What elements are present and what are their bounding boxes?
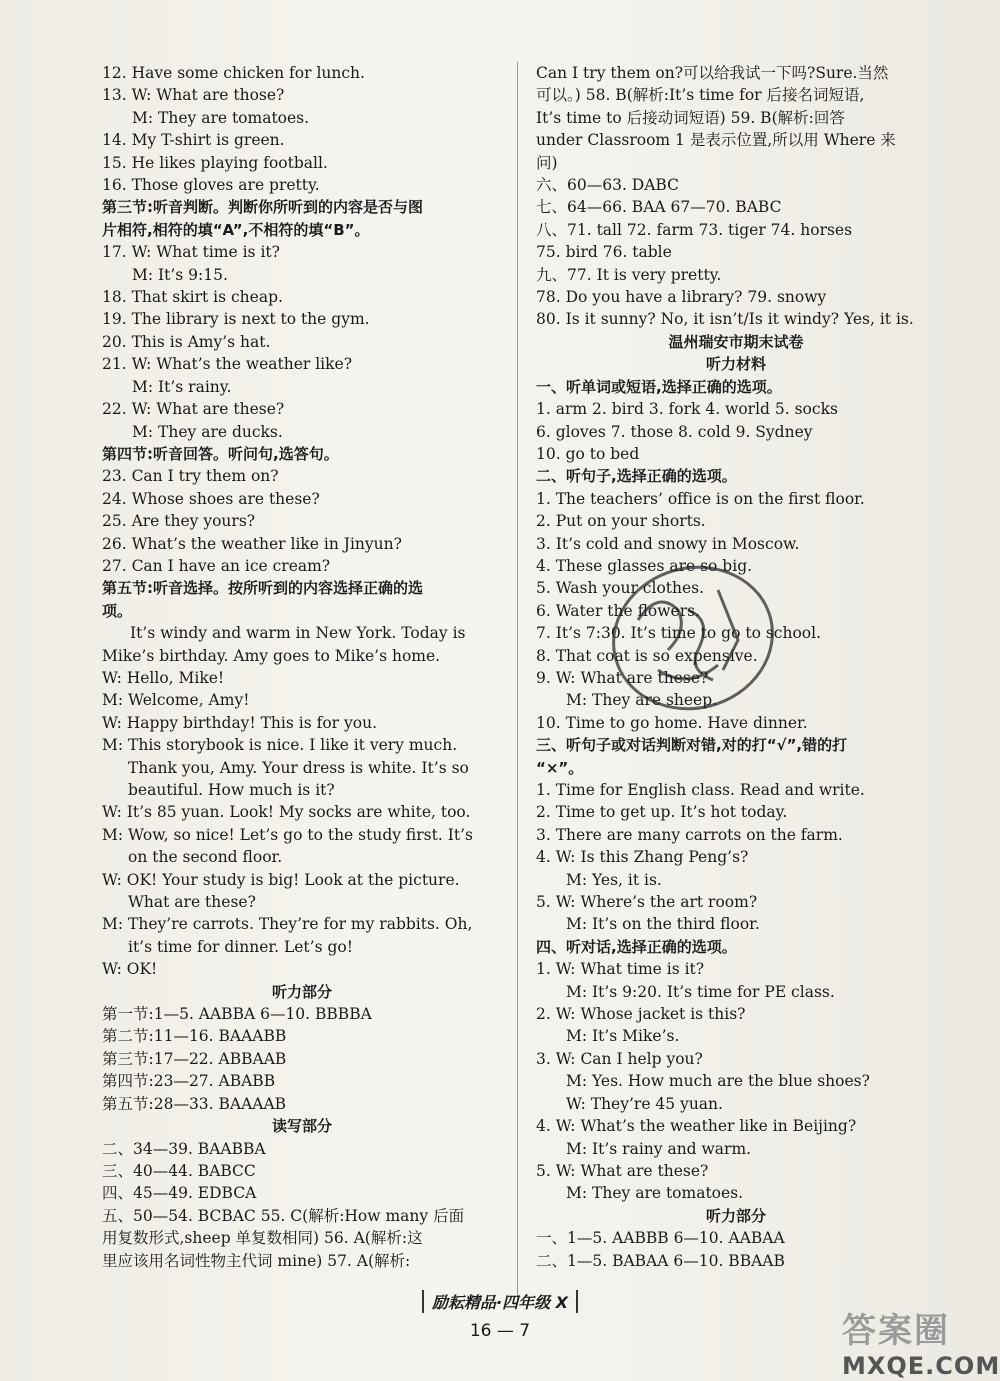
right-text-line: M: It’s Mike’s.	[566, 1027, 680, 1046]
left-text-line: 五、50—54. BCBAC 55. C(解析:How many 后面	[102, 1206, 465, 1225]
left-text-line: 里应该用名词性物主代词 mine) 57. A(解析:	[102, 1251, 411, 1270]
left-text-line: M: Welcome, Amy!	[102, 691, 250, 710]
right-text-line: 78. Do you have a library? 79. snowy	[536, 288, 827, 307]
watermark-title: 答案圈	[842, 1311, 950, 1351]
right-text-line: 七、64—66. BAA 67—70. BABC	[536, 198, 782, 217]
right-text-line: It’s time to 后接动词短语) 59. B(解析:回答	[536, 108, 845, 127]
right-text-line: 8. That coat is so expensive.	[536, 646, 758, 665]
left-text-line: M: They’re carrots. They’re for my rabbits. Oh,	[102, 915, 473, 934]
right-text-line: 75. bird 76. table	[536, 243, 672, 262]
left-text-line: 第四节:23—27. ABABB	[102, 1072, 276, 1091]
right-text-line: W: They’re 45 yuan.	[566, 1094, 723, 1113]
left-text-line: 25. Are they yours?	[102, 512, 256, 531]
left-text-line: What are these?	[128, 893, 256, 912]
right-text-line: M: It’s 9:20. It’s time for PE class.	[566, 982, 835, 1001]
left-text-line: 12. Have some chicken for lunch.	[102, 64, 365, 82]
left-text-line: 第五节:听音选择。按所听到的内容选择正确的选	[102, 579, 424, 598]
right-text-line: 5. Wash your clothes.	[536, 579, 705, 598]
right-text-line: under Classroom 1 是表示位置,所以用 Where 来	[536, 131, 896, 150]
right-text-line: 一、1—5. AABBB 6—10. AABAA	[536, 1229, 785, 1248]
right-text-line: 4. These glasses are so big.	[536, 556, 753, 575]
left-text-line: 用复数形式,sheep 单复数相同) 56. A(解析:这	[102, 1229, 423, 1248]
right-text-line: 6. Water the flowers.	[536, 601, 700, 620]
left-text-line: it’s time for dinner. Let’s go!	[128, 937, 353, 956]
right-text-line: 1. The teachers’ office is on the first floor.	[536, 489, 865, 508]
left-text-line: W: Hello, Mike!	[102, 668, 225, 687]
right-text-line: 1. W: What time is it?	[536, 960, 705, 979]
right-text-line: 听力材料	[705, 355, 766, 374]
right-text-line: Can I try them on?可以给我试一下吗?Sure.当然	[536, 64, 889, 82]
left-text-line: 三、40—44. BABCC	[102, 1161, 256, 1180]
right-text-line: 10. Time to go home. Have dinner.	[536, 713, 808, 732]
left-text-line: Thank you, Amy. Your dress is white. It’s so	[128, 758, 469, 777]
left-text-line: 第一节:1—5. AABBA 6—10. BBBBA	[102, 1005, 372, 1024]
left-text-line: W: OK! Your study is big! Look at the picture.	[102, 870, 460, 889]
right-text-line: 三、听句子或对话判断对错,对的打“√”,错的打	[536, 736, 848, 755]
left-text-line: 19. The library is next to the gym.	[102, 310, 370, 329]
right-column	[536, 62, 936, 1272]
right-text-line: 4. W: What’s the weather like in Beijing?	[536, 1117, 857, 1136]
left-text-line: 四、45—49. EDBCA	[102, 1184, 257, 1203]
left-text-line: M: They are tomatoes.	[132, 108, 310, 127]
page-number: 16 — 7	[469, 1321, 531, 1341]
left-text-line: 27. Can I have an ice cream?	[102, 556, 331, 575]
left-text-line: 第二节:11—16. BAAABB	[102, 1027, 287, 1046]
left-text-line: 14. My T-shirt is green.	[102, 131, 285, 150]
left-text-line: It’s windy and warm in New York. Today is	[130, 624, 466, 643]
right-text-line: 5. W: Where’s the art room?	[536, 893, 758, 912]
left-text-line: 21. W: What’s the weather like?	[102, 355, 353, 374]
right-text-line: 4. W: Is this Zhang Peng’s?	[536, 848, 749, 867]
left-text-line: 22. W: What are these?	[102, 400, 285, 419]
right-text-line: M: They are tomatoes.	[566, 1184, 744, 1203]
right-text-line: 3. It’s cold and snowy in Moscow.	[536, 534, 800, 553]
left-column	[102, 62, 502, 1272]
column-divider	[517, 62, 518, 1302]
right-text-line: 一、听单词或短语,选择正确的选项。	[536, 377, 782, 396]
right-text-line: 7. It’s 7:30. It’s time to go to school.	[536, 624, 822, 643]
left-text-line: 15. He likes playing football.	[102, 153, 328, 172]
left-text-line: 24. Whose shoes are these?	[102, 489, 320, 508]
right-text-line: M: Yes, it is.	[566, 870, 662, 889]
left-text-line: 13. W: What are those?	[102, 86, 285, 105]
right-text-line: 二、听句子,选择正确的选项。	[536, 467, 737, 486]
left-text-line: 17. W: What time is it?	[102, 243, 280, 262]
right-text-line: 九、77. It is very pretty.	[536, 265, 722, 284]
right-text-line: 10. go to bed	[536, 444, 640, 463]
left-text-line: on the second floor.	[128, 848, 283, 867]
right-text-line: 2. W: Whose jacket is this?	[536, 1005, 746, 1024]
left-text-line: W: OK!	[102, 960, 158, 979]
corner-watermark	[842, 1303, 1000, 1380]
right-text-line: 2. Time to get up. It’s hot today.	[536, 803, 788, 822]
left-text-line: 第三节:17—22. ABBAAB	[102, 1049, 287, 1068]
footer-brand: 励耘精品·四年级 X	[422, 1290, 578, 1313]
left-text-line: Mike’s birthday. Amy goes to Mike’s home.	[102, 646, 441, 665]
right-text-line: M: It’s rainy and warm.	[566, 1139, 752, 1158]
right-text-line: M: It’s on the third floor.	[566, 915, 760, 934]
left-text-line: W: It’s 85 yuan. Look! My socks are white, too.	[102, 803, 471, 822]
left-text-line: 23. Can I try them on?	[102, 467, 279, 486]
left-text-line: M: It’s 9:15.	[132, 265, 228, 284]
left-text-line: beautiful. How much is it?	[128, 781, 335, 799]
right-text-line: 温州瑞安市期末试卷	[668, 332, 804, 351]
right-text-line: 6. gloves 7. those 8. cold 9. Sydney	[536, 422, 813, 441]
right-text-line: 听力部分	[705, 1206, 766, 1225]
left-text-line: 片相符,相符的填“A”,不相符的填“B”。	[102, 220, 370, 239]
left-text-line: M: Wow, so nice! Let’s go to the study first. It’s	[102, 825, 473, 844]
right-text-line: M: They are sheep.	[566, 691, 718, 710]
right-text-line: 9. W: What are these?	[536, 668, 709, 687]
left-text-line: 26. What’s the weather like in Jinyun?	[102, 534, 402, 553]
right-text-line: 5. W: What are these?	[536, 1161, 709, 1180]
left-text-line: W: Happy birthday! This is for you.	[102, 713, 377, 732]
left-text-line: 二、34—39. BAABBA	[102, 1139, 266, 1158]
right-text-line: 二、1—5. BABAA 6—10. BBAAB	[536, 1251, 785, 1270]
left-text-line: M: This storybook is nice. I like it very much.	[102, 736, 458, 755]
right-text-line: 四、听对话,选择正确的选项。	[536, 937, 737, 956]
left-text-line: 第四节:听音回答。听问句,选答句。	[102, 444, 339, 463]
right-text-line: 3. There are many carrots on the farm.	[536, 825, 843, 844]
left-text-line: 16. Those gloves are pretty.	[102, 176, 320, 195]
left-text-line: 第三节:听音判断。判断你所听到的内容是否与图	[102, 198, 424, 217]
right-text-line: 1. arm 2. bird 3. fork 4. world 5. socks	[536, 400, 838, 419]
left-text-line: 18. That skirt is cheap.	[102, 288, 283, 307]
left-text-line: 读写部分	[271, 1117, 332, 1136]
right-text-line: “×”。	[536, 758, 584, 777]
right-text-line: 六、60—63. DABC	[536, 176, 679, 195]
right-text-line: 80. Is it sunny? No, it isn’t/Is it windy? Yes, it is.	[536, 310, 914, 329]
right-text-line: 可以。) 58. B(解析:It’s time for 后接名词短语,	[536, 86, 865, 105]
right-text-line: 八、71. tall 72. farm 73. tiger 74. horses	[536, 220, 853, 239]
left-text-line: 项。	[102, 601, 133, 620]
left-text-line: 20. This is Amy’s hat.	[102, 332, 271, 351]
right-text-line: 1. Time for English class. Read and write.	[536, 781, 865, 799]
left-text-line: M: It’s rainy.	[132, 377, 232, 396]
right-text-line: M: Yes. How much are the blue shoes?	[566, 1072, 870, 1091]
left-text-line: 第五节:28—33. BAAAAB	[102, 1094, 287, 1113]
left-text-line: 听力部分	[271, 982, 332, 1001]
right-text-line: 3. W: Can I help you?	[536, 1049, 703, 1068]
left-text-line: M: They are ducks.	[132, 422, 283, 441]
watermark-url: MXQE.COM	[842, 1352, 1000, 1380]
right-text-line: 2. Put on your shorts.	[536, 512, 706, 531]
right-text-line: 问)	[536, 153, 558, 172]
